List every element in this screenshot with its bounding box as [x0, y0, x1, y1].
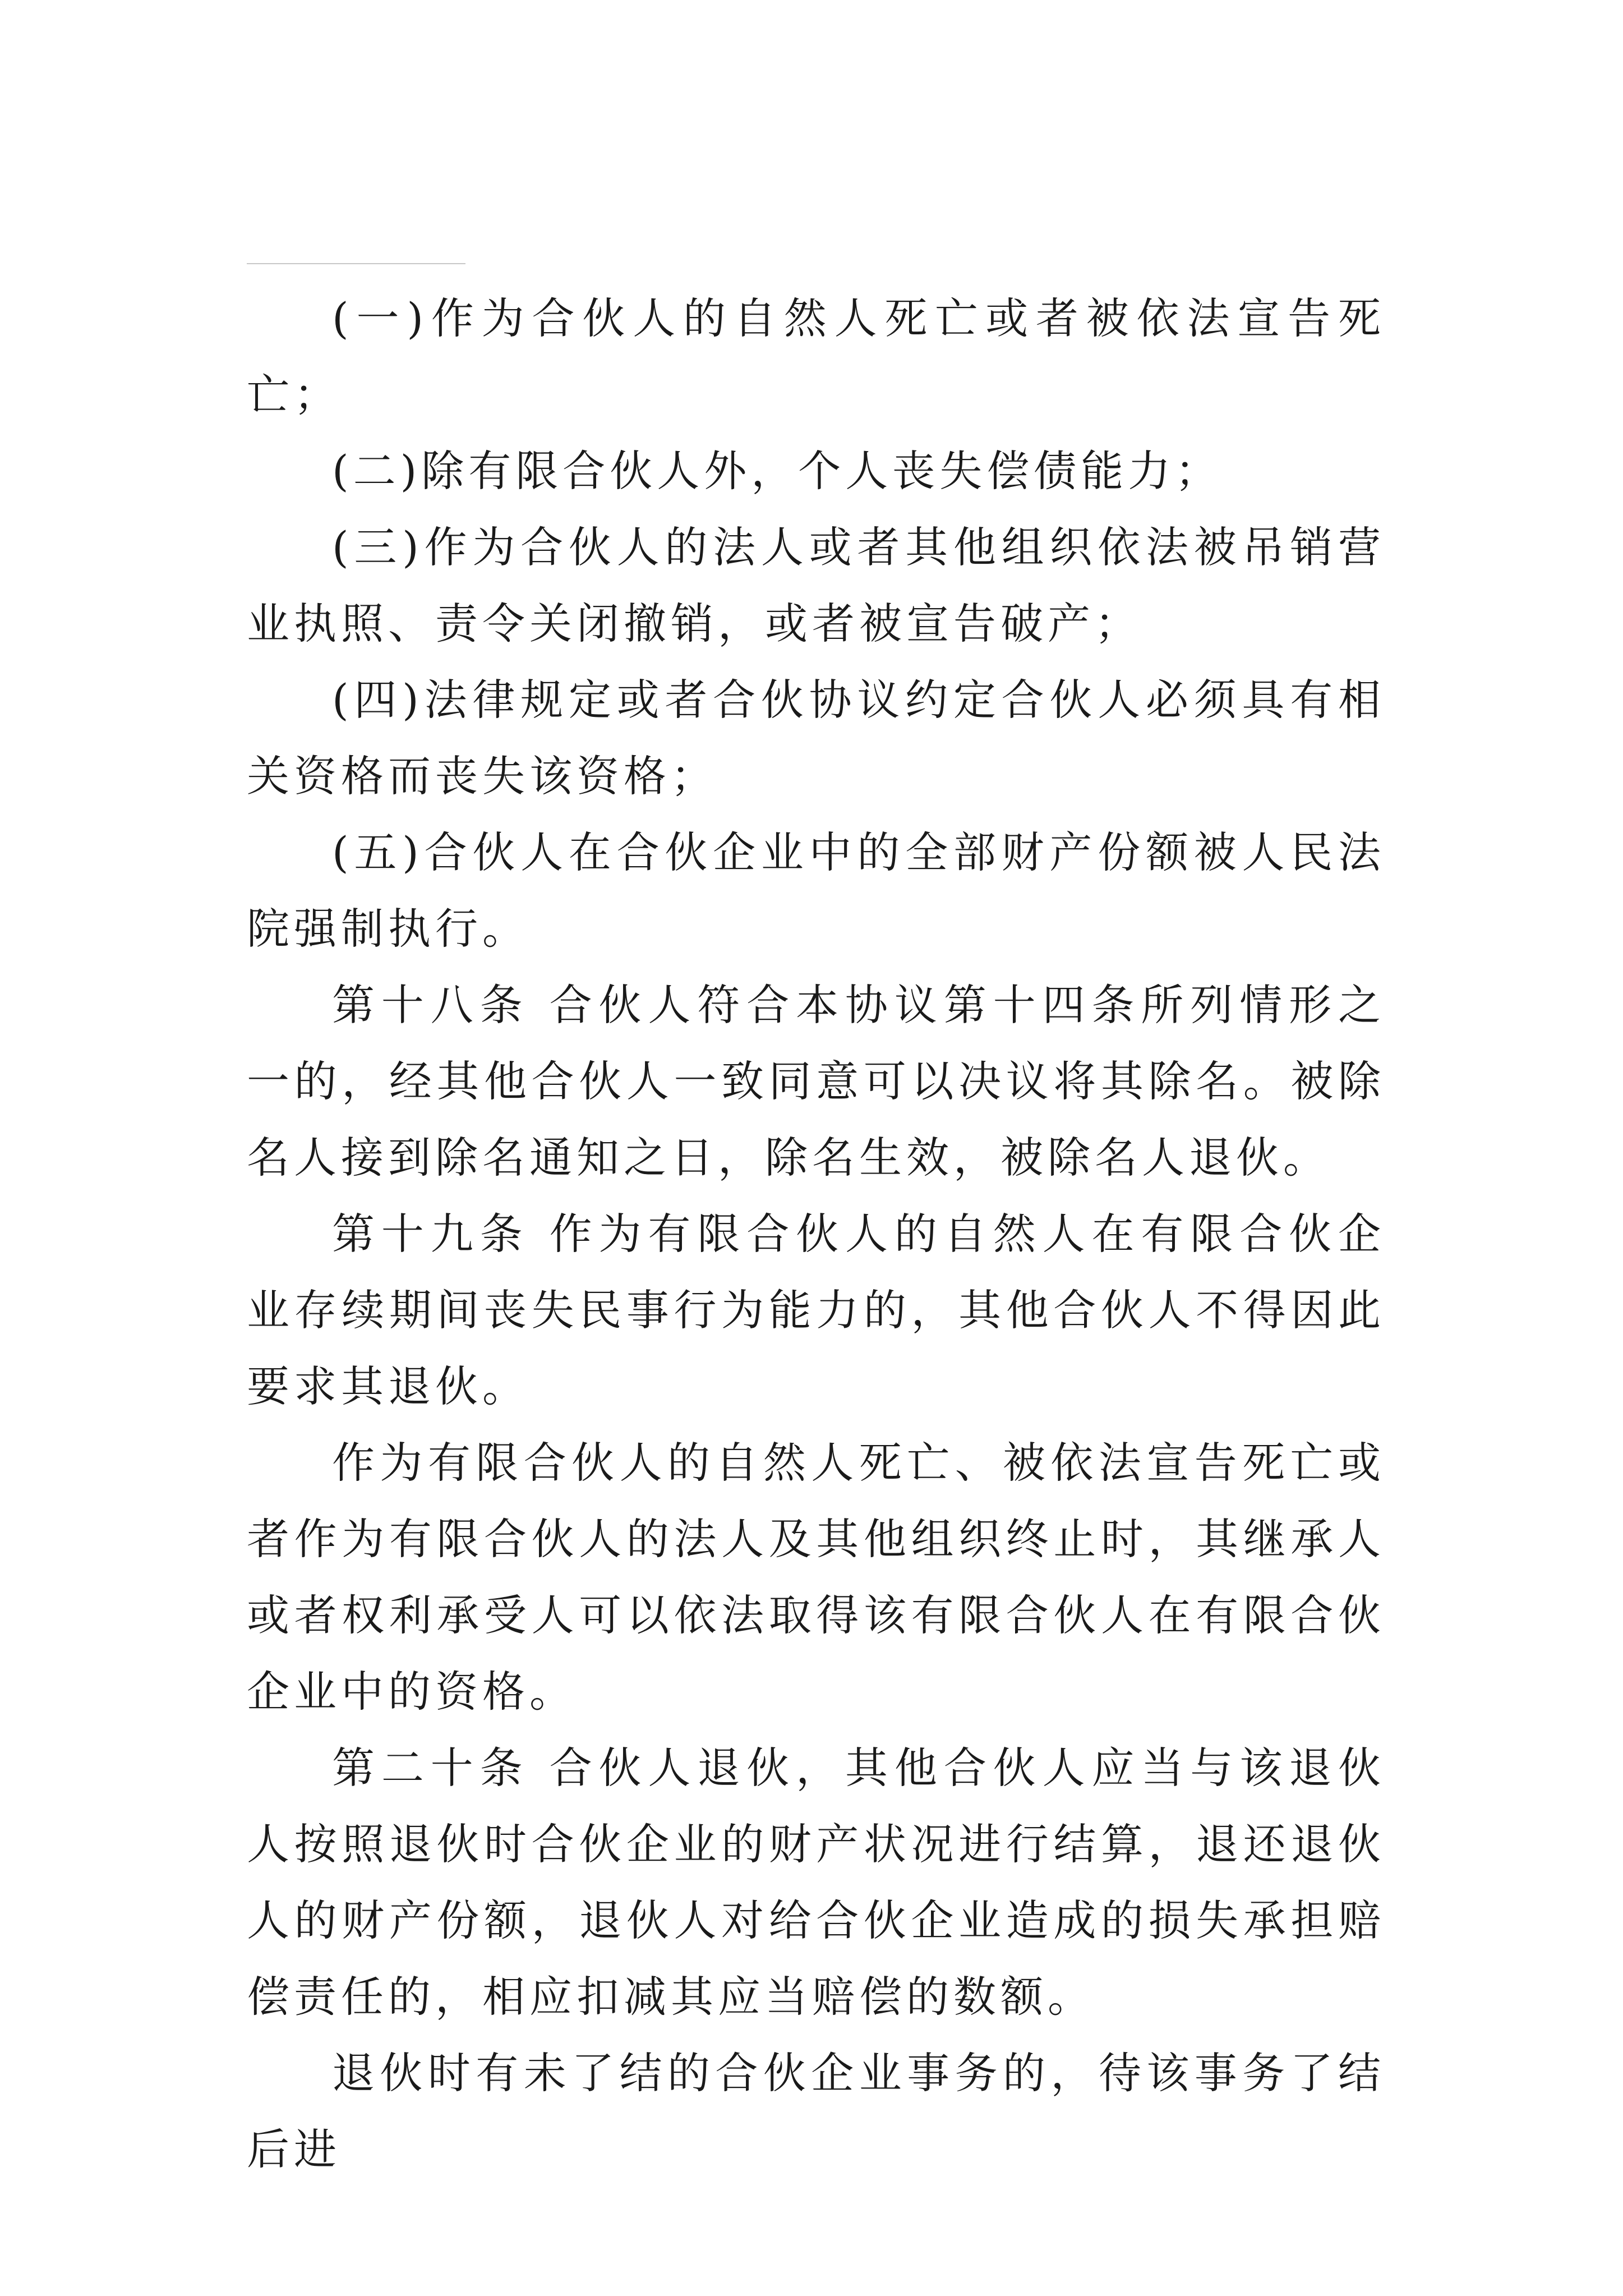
header-rule — [247, 263, 465, 264]
article-18-paragraph: 第十八条 合伙人符合本协议第十四条所列情形之一的，经其他合伙人一致同意可以决议将其除名。被除名人接到除名通知之日，除名生效，被除名人退伙。 — [247, 980, 1385, 1182]
article-19-second-paragraph: 作为有限合伙人的自然人死亡、被依法宣告死亡或者作为有限合伙人的法人及其他组织终止时，其继承人或者权利承受人可以依法取得该有限合伙人在有限合伙企业中的资格。 — [247, 1438, 1385, 1717]
paragraph-item-1: (一)作为合伙人的自然人死亡或者被依法宣告死亡； — [247, 293, 1385, 420]
paragraph-item-2: (二)除有限合伙人外，个人丧失偿债能力； — [332, 446, 1223, 496]
paragraph-item-3: (三)作为合伙人的法人或者其他组织依法被吊销营业执照、责令关闭撤销，或者被宣告破产； — [247, 522, 1385, 648]
paragraph-item-5: (五)合伙人在合伙企业中的全部财产份额被人民法院强制执行。 — [247, 827, 1385, 954]
body-text — [247, 280, 1385, 2188]
article-19-paragraph: 第十九条 作为有限合伙人的自然人在有限合伙企业存续期间丧失民事行为能力的，其他合伙人不得因此要求其退伙。 — [247, 1209, 1385, 1411]
article-20-paragraph: 第二十条 合伙人退伙，其他合伙人应当与该退伙人按照退伙时合伙企业的财产状况进行结算，退还退伙人的财产份额，退伙人对给合伙企业造成的损失承担赔偿责任的，相应扣减其应当赔偿的数额。 — [247, 1743, 1385, 2022]
article-20-second-paragraph: 退伙时有未了结的合伙企业事务的，待该事务了结后进 — [247, 2048, 1385, 2174]
paragraph-item-4: (四)法律规定或者合伙协议约定合伙人必须具有相关资格而丧失该资格； — [247, 675, 1385, 801]
